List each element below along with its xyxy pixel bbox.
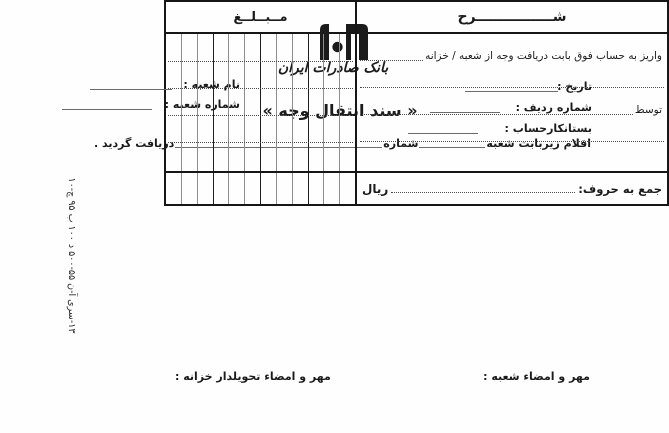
total-in-words-cell	[357, 173, 667, 204]
digit-column	[228, 173, 244, 204]
table-total-row	[166, 171, 667, 204]
table-body	[166, 34, 667, 171]
digit-column	[339, 173, 355, 204]
digit-column	[213, 173, 229, 204]
digit-column	[276, 173, 292, 204]
total-amount-cell	[166, 173, 357, 204]
digit-column	[276, 34, 292, 171]
branch-number-fill-line	[62, 109, 152, 110]
description-cell	[357, 34, 667, 171]
teller-signature-label: مهر و امضاء تحویلدار خزانه :	[175, 370, 331, 383]
amount-digit-columns	[166, 34, 355, 171]
digit-column	[323, 173, 339, 204]
amount-dotted-line	[168, 61, 353, 62]
digit-column	[260, 173, 276, 204]
digit-column	[292, 173, 308, 204]
by-row	[360, 90, 664, 117]
date-label: تاریخ :	[557, 80, 592, 93]
digit-column	[308, 34, 324, 171]
description-column-header: شــــــــــــــــرح	[457, 9, 567, 25]
rial-label: ریال	[362, 181, 389, 196]
blank-dotted-row	[360, 63, 664, 90]
row-number-label: شماره ردیف :	[515, 101, 592, 114]
creditor-account-label: بستانکارحساب :	[504, 122, 592, 135]
digit-column	[228, 34, 244, 171]
deposit-description: واریز به حساب فوق بابت دریافت وجه از شعبه / خزانه	[425, 50, 662, 62]
total-fill-dots	[391, 192, 575, 193]
digit-column	[181, 34, 197, 171]
voucher-table	[164, 0, 669, 206]
amount-cell	[166, 34, 357, 171]
digit-column	[197, 173, 213, 204]
digit-column	[166, 34, 181, 171]
digit-column	[292, 34, 308, 171]
total-digit-columns	[166, 173, 355, 204]
amount-dotted-line	[168, 142, 353, 143]
branch-signature-label: مهر و امضاء شعبه :	[483, 370, 590, 383]
amount-dotted-line	[168, 115, 353, 116]
digit-column	[244, 34, 260, 171]
received-label: دریافت گردید .	[94, 137, 175, 150]
items-for-branch-label: اقلام زیربابت شعبه	[486, 137, 591, 150]
number-label: شماره	[383, 137, 419, 150]
deposit-fill-dots	[360, 60, 423, 61]
digit-column	[181, 173, 197, 204]
digit-column	[244, 173, 260, 204]
digit-column	[260, 34, 276, 171]
digit-column	[197, 34, 213, 171]
deposit-row	[360, 36, 664, 63]
blank-dotted-row	[360, 117, 664, 144]
table-header-row	[166, 2, 667, 34]
document-title: « سند انتقال وجه »	[262, 101, 418, 120]
branch-number-label: شماره شعبه :	[164, 98, 240, 111]
digit-column	[323, 34, 339, 171]
digit-column	[308, 173, 324, 204]
digit-column	[339, 34, 355, 171]
digit-column	[213, 34, 229, 171]
serial-code: ۱۳-سری آ-ن ۵۵-۵۰۰ د ۱۰۰ ب ۹۵ چ-۱۰	[66, 177, 77, 334]
amount-dotted-line	[168, 88, 353, 89]
digit-column	[166, 173, 181, 204]
branch-name-fill-line	[90, 89, 172, 90]
total-in-words-label: جمع به حروف:	[578, 181, 662, 196]
branch-name-label: نام شعبه :	[183, 78, 240, 91]
by-label: توسط	[634, 104, 662, 116]
bank-name: بانک صادرات ایران	[277, 60, 389, 76]
amount-column-header: مــبــلــغ	[166, 2, 357, 32]
by-fill-dots	[360, 114, 633, 115]
